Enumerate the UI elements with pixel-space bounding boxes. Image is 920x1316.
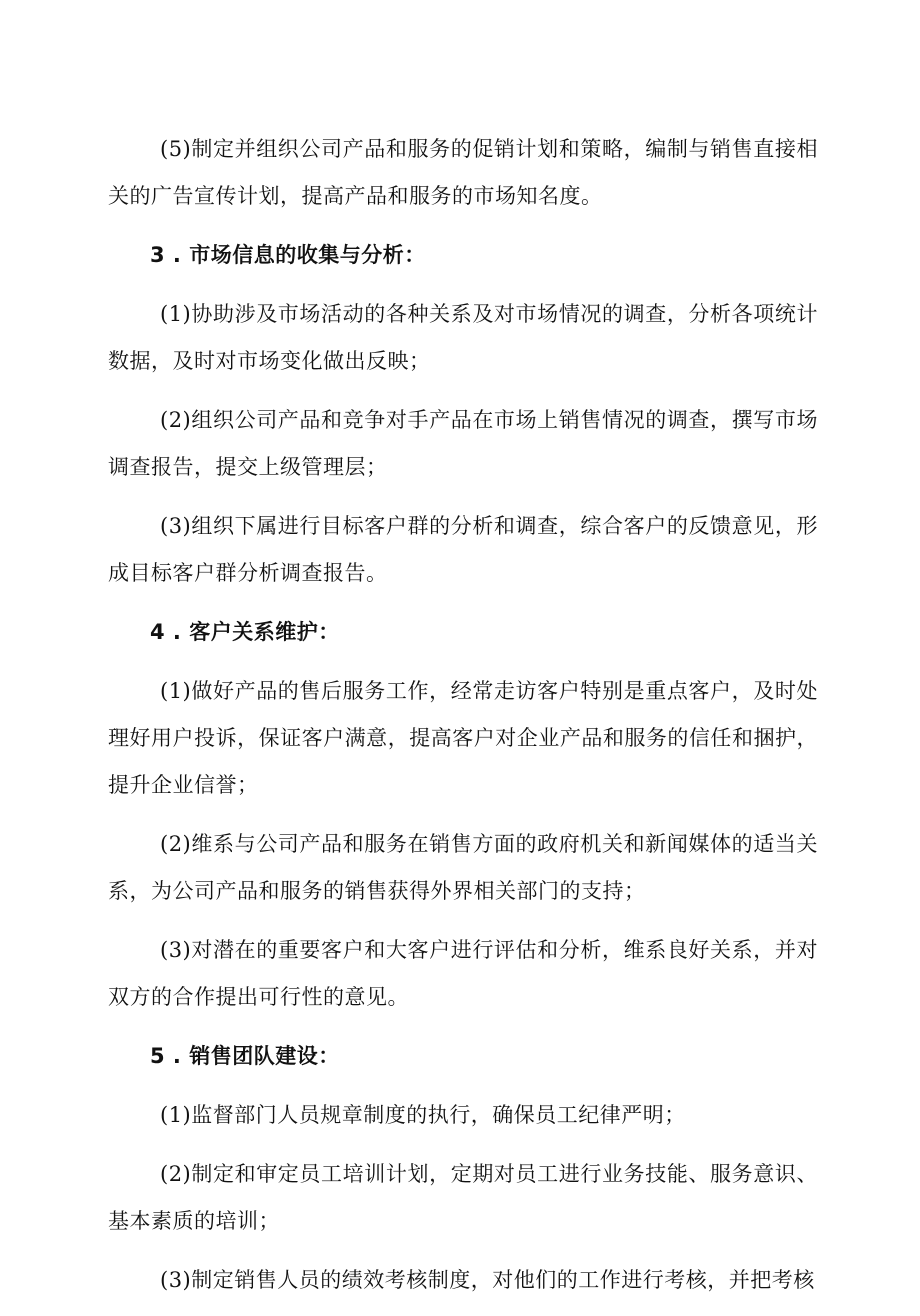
paragraph-3-3: (3)组织下属进行目标客户群的分析和调查，综合客户的反馈意见，形成目标客户群分析调查报告。 (108, 514, 818, 585)
paragraph-4-2: (2)维系与公司产品和服务在销售方面的政府机关和新闻媒体的适当关系，为公司产品和服务的销售获得外界相关部门的支持； (108, 832, 818, 903)
paragraph-4-1: (1)做好产品的售后服务工作，经常走访客户特别是重点客户，及时处理好用户投诉，保证客户满意，提高客户对企业产品和服务的信任和捆护，提升企业信誉； (108, 679, 818, 797)
section-heading-4-customer-relations: 4 . 客户关系维护： (150, 620, 340, 644)
document-body (108, 126, 818, 1316)
paragraph-5-3: (3)制定销售人员的绩效考核制度，对他们的工作进行考核，并把考核 (160, 1268, 815, 1292)
paragraph-3-2: (2)组织公司产品和竞争对手产品在市场上销售情况的调查，撰写市场调查报告，提交上级管理层； (108, 408, 818, 479)
paragraph-5-promotion: (5)制定并组织公司产品和服务的促销计划和策略，编制与销售直接相关的广告宣传计划，提高产品和服务的市场知名度。 (108, 137, 818, 208)
paragraph-3-1: (1)协助涉及市场活动的各种关系及对市场情况的调查，分析各项统计数据，及时对市场变化做出反映； (108, 302, 818, 373)
paragraph-5-2: (2)制定和审定员工培训计划，定期对员工进行业务技能、服务意识、基本素质的培训； (108, 1162, 818, 1233)
paragraph-4-3: (3)对潜在的重要客户和大客户进行评估和分析，维系良好关系，并对双方的合作提出可行性的意见。 (108, 938, 818, 1009)
section-heading-3-market-info: 3 . 市场信息的收集与分析： (150, 243, 426, 267)
paragraph-5-1: (1)监督部门人员规章制度的执行，确保员工纪律严明； (160, 1103, 686, 1127)
section-heading-5-sales-team: 5 . 销售团队建设： (150, 1044, 340, 1068)
